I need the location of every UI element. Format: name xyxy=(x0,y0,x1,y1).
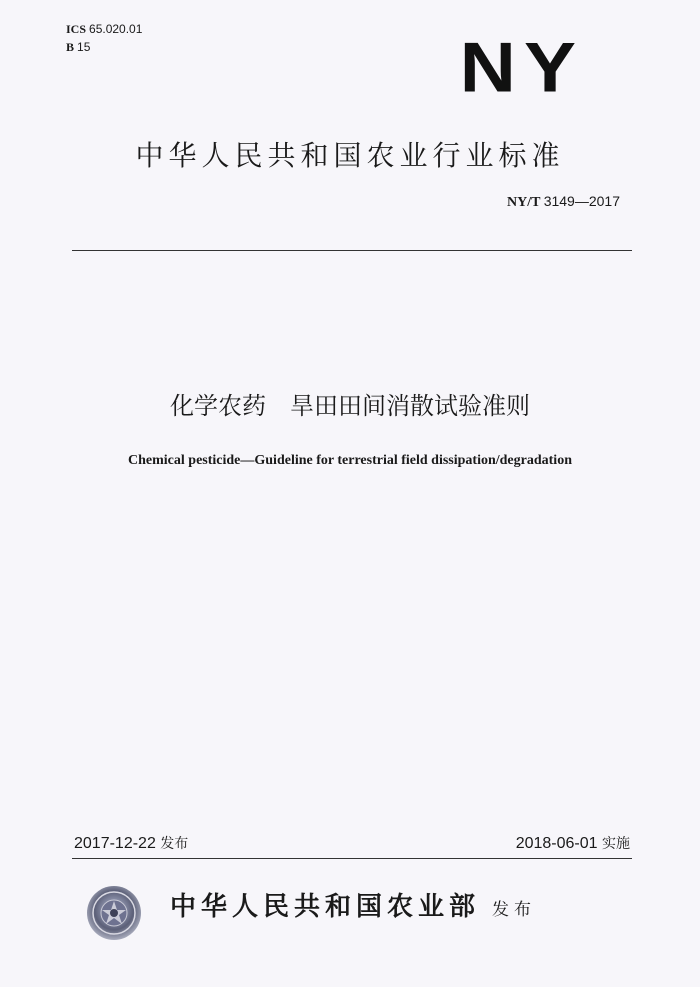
implementation-date xyxy=(516,834,630,854)
standard-number xyxy=(507,192,620,212)
chinese-title xyxy=(0,390,700,422)
standard-prefix: NY/T xyxy=(507,195,541,210)
ics-code xyxy=(66,20,142,38)
implementation-date-value: 2018-06-01 xyxy=(515,835,598,852)
hologram-seal-icon xyxy=(86,885,142,941)
classification-codes xyxy=(66,20,142,56)
issue-date-label: 发布 xyxy=(160,836,189,852)
chinese-title-part1: 化学农药 xyxy=(170,392,266,420)
chinese-title-part2: 旱田田间消散试验准则 xyxy=(290,392,530,420)
industry-standard-title: 中华人民共和国农业行业标准 xyxy=(135,139,565,172)
issue-date-value: 2017-12-22 xyxy=(74,835,156,852)
ics-label: ICS xyxy=(66,22,87,36)
ccs-number: 15 xyxy=(77,40,91,54)
standard-code: 3149—2017 xyxy=(543,193,620,209)
ny-logo: NY xyxy=(459,27,584,107)
top-divider xyxy=(72,250,632,251)
bottom-divider xyxy=(72,858,632,859)
issue-date xyxy=(74,834,188,854)
ics-number: 65.020.01 xyxy=(89,22,143,36)
ccs-label: B xyxy=(66,40,75,54)
ccs-code xyxy=(66,38,142,56)
english-title: Chemical pesticide—Guideline for terrestrial field dissipation/degradation xyxy=(128,453,572,468)
issuing-authority: 中华人民共和国农业部 xyxy=(170,892,481,922)
implementation-date-label: 实施 xyxy=(602,836,630,852)
issuing-action: 发布 xyxy=(492,900,536,920)
